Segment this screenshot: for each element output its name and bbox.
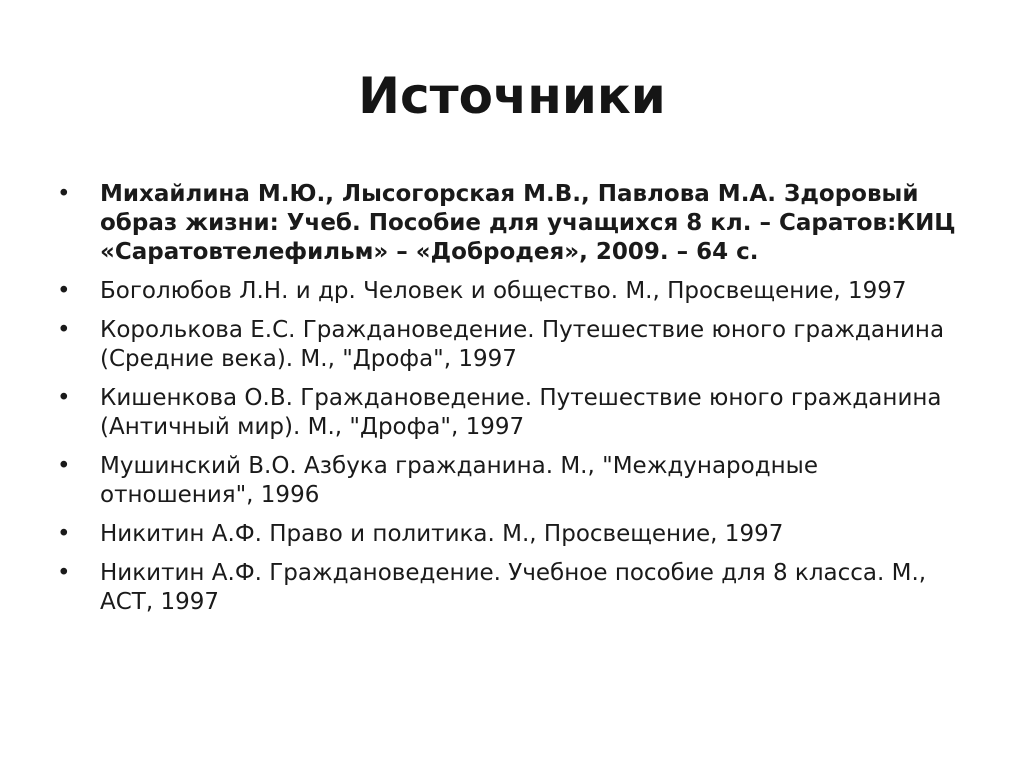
bullet-icon: • bbox=[57, 181, 71, 207]
source-text: Мушинский В.О. Азбука гражданина. М., "Международные отношения", 1996 bbox=[100, 453, 818, 508]
source-text: Королькова Е.С. Граждановедение. Путешествие юного гражданина (Средние века). М., "Дрофа", 1997 bbox=[100, 317, 945, 372]
source-item bbox=[55, 180, 975, 267]
bullet-icon: • bbox=[57, 317, 71, 343]
source-text: Никитин А.Ф. Право и политика. М., Просвещение, 1997 bbox=[100, 521, 784, 547]
source-text: Боголюбов Л.Н. и др. Человек и общество. М., Просвещение, 1997 bbox=[100, 278, 907, 304]
bullet-icon: • bbox=[57, 385, 71, 411]
source-item bbox=[55, 559, 975, 617]
bullet-icon: • bbox=[57, 453, 71, 479]
source-item bbox=[55, 452, 975, 510]
source-text: Кишенкова О.В. Граждановедение. Путешествие юного гражданина (Античный мир). М., "Дрофа", 1997 bbox=[100, 385, 942, 440]
bullet-icon: • bbox=[57, 521, 71, 547]
slide-title: Источники bbox=[358, 67, 666, 125]
bullet-icon: • bbox=[57, 560, 71, 586]
source-item bbox=[55, 384, 975, 442]
source-item bbox=[55, 520, 975, 549]
source-list bbox=[55, 180, 975, 627]
source-text: Михайлина М.Ю., Лысогорская М.В., Павлова М.А. Здоровый образ жизни: Учеб. Пособие для учащихся 8 кл. – Саратов:КИЦ «Саратовтелефильм» – «Добродея», 2009. – 64 с. bbox=[100, 181, 956, 265]
bullet-icon: • bbox=[57, 278, 71, 304]
source-text: Никитин А.Ф. Граждановедение. Учебное пособие для 8 класса. М., АСТ, 1997 bbox=[100, 560, 927, 615]
source-item bbox=[55, 316, 975, 374]
source-item bbox=[55, 277, 975, 306]
